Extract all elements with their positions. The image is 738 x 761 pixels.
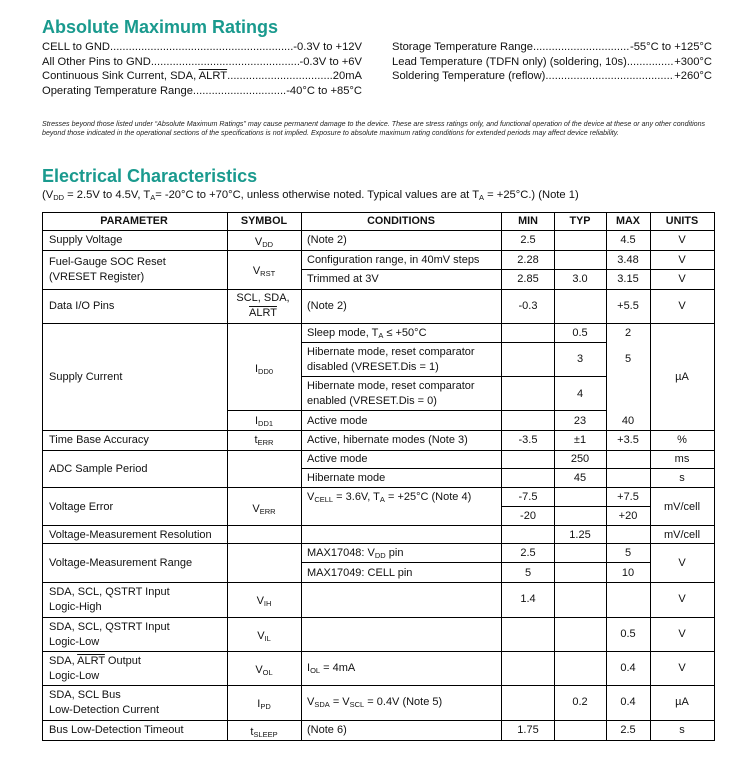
cond-cell: disabled (VRESET.Dis = 1) — [307, 361, 439, 373]
param-voltage-resolution: Voltage-Measurement Resolution — [49, 529, 212, 541]
min-cell: 2.5 — [520, 547, 536, 559]
amr-row — [392, 55, 712, 70]
min-cell: 1.4 — [520, 593, 536, 605]
param-fg-reset: Fuel-Gauge SOC Reset — [49, 256, 166, 268]
symbol-vil: $V_{IL}$ — [257, 630, 271, 643]
cond-cell: MAX17049: CELL pin — [307, 567, 413, 579]
param-vil: SDA, SCL, QSTRT Input — [49, 621, 170, 633]
unit-cell: s — [679, 472, 685, 484]
symbol-vdd: $V_{DD}$ — [254, 236, 274, 249]
unit-cell: V — [678, 662, 686, 674]
cond-cell: MAX17048: $V_{DD}$ pin — [307, 547, 404, 560]
cond-cell: Active mode — [307, 453, 368, 465]
symbol-vih: $V_{IH}$ — [256, 595, 272, 608]
min-cell: 2.28 — [517, 254, 539, 266]
amr-value: 20mA — [332, 70, 362, 82]
amr-label: Continuous Sink Current, SDA, ALRT — [42, 70, 228, 82]
typ-cell: 0.2 — [572, 696, 588, 708]
cond-cell: Sleep mode, $T_A \le +50^\circ C$ — [307, 327, 427, 340]
cond-cell: Trimmed at 3V — [307, 273, 379, 285]
symbol-idd0: $I_{DD0}$ — [254, 363, 274, 376]
min-cell: -7.5 — [518, 491, 538, 503]
amr-row — [42, 69, 362, 84]
amr-title: Absolute Maximum Ratings — [42, 17, 279, 37]
amr-label: CELL to GND — [42, 41, 110, 53]
max-cell: +5.5 — [617, 300, 639, 312]
symbol-verr: $V_{ERR}$ — [252, 503, 276, 516]
max-cell: 5 — [624, 547, 632, 559]
col-header-units: UNITS — [665, 215, 699, 227]
typ-cell: ±1 — [573, 434, 587, 446]
amr-label: Soldering Temperature (reflow) — [392, 70, 546, 82]
symbol-vol: $V_{OL}$ — [255, 664, 273, 677]
symbol-data-io-1: SCL, SDA, — [236, 292, 290, 304]
max-cell: 4.5 — [620, 234, 636, 246]
amr-label: Lead Temperature (TDFN only) (soldering, 10s) — [392, 55, 627, 68]
max-cell: +20 — [618, 510, 638, 522]
cond-cell: (Note 2) — [307, 234, 347, 246]
unit-cell: V — [678, 628, 686, 640]
ec-table — [42, 212, 715, 741]
amr-value: -40°C to +85°C — [286, 84, 362, 97]
amr-value: -55°C to +125°C — [629, 41, 712, 53]
min-cell: 2.5 — [520, 234, 536, 246]
max-cell: +7.5 — [617, 491, 639, 503]
cond-cell: enabled (VRESET.Dis = 0) — [307, 395, 437, 407]
param-vol-2: Logic-Low — [49, 670, 100, 682]
param-adc: ADC Sample Period — [49, 463, 148, 475]
unit-cell: % — [677, 434, 687, 446]
cond-cell: $I_{OL} = 4mA$ — [307, 662, 356, 675]
col-header-conditions: CONDITIONS — [367, 215, 435, 227]
param-vih-2: Logic-High — [49, 601, 102, 613]
amr-row — [42, 55, 362, 70]
amr-value: -0.3V to +12V — [293, 41, 362, 53]
cond-cell: Hibernate mode — [307, 472, 386, 484]
amr-label: Operating Temperature Range — [42, 84, 193, 97]
cond-cell: (Note 2) — [307, 300, 347, 312]
amr-row — [42, 40, 362, 55]
col-header-min: MIN — [518, 215, 538, 227]
cond-cell: Active, hibernate modes (Note 3) — [307, 434, 468, 446]
amr-row — [392, 40, 712, 55]
param-vil-2: Logic-Low — [49, 636, 100, 648]
unit-cell: ms — [674, 453, 690, 465]
amr-value: +300°C — [674, 55, 712, 68]
amr-value: +260°C — [674, 70, 712, 82]
symbol-tsleep: $t_{SLEEP}$ — [250, 726, 278, 739]
unit-cell: V — [678, 254, 686, 266]
param-supply-voltage: Supply Voltage — [49, 234, 123, 246]
param-vol: SDA, ALRT Output — [49, 655, 141, 667]
amr-row — [42, 84, 362, 99]
ec-conditions: ($V_{DD} = 2.5V$ to 4.5V, $T_A= -20^\circ C$ to +70°C, unless otherwise noted. Typical values are at $T_A = +25^\circ C$.) (Note 1) — [42, 189, 579, 202]
cond-cell: $V_{CELL} = 3.6V$, $T_A = +25^\circ C$ (Note 4) — [307, 491, 472, 504]
typ-cell: 3 — [576, 353, 584, 365]
max-cell: 3.48 — [617, 254, 639, 266]
param-voltage-error: Voltage Error — [49, 501, 114, 513]
max-cell: 0.5 — [620, 628, 636, 640]
amr-label: All Other Pins to GND — [42, 55, 151, 68]
ec-title: Electrical Characteristics — [42, 166, 258, 186]
cond-cell: Hibernate mode, reset comparator — [307, 346, 475, 358]
typ-cell: 250 — [570, 453, 590, 465]
amr-note: Stresses beyond those listed under “Absolute Maximum Ratings” may cause permanent damage to the device. These are stress ratings only, and functional operation of the device at these or any other conditions beyond those indicated in the operational sections of the specifications is not implied. Exposure to absolute maximum rating conditions for extended periods may affect device reliability. — [42, 120, 706, 137]
amr-left-list — [42, 40, 362, 98]
unit-cell: s — [679, 724, 685, 736]
symbol-idd1: $I_{DD1}$ — [254, 415, 274, 428]
param-tsleep: Bus Low-Detection Timeout — [49, 724, 184, 736]
col-header-max: MAX — [616, 215, 640, 227]
unit-cell: V — [678, 273, 686, 285]
cond-cell: Hibernate mode, reset comparator — [307, 380, 475, 392]
typ-cell: 3.0 — [572, 273, 588, 285]
amr-label: Storage Temperature Range — [392, 41, 533, 53]
unit-cell: V — [678, 300, 686, 312]
symbol-ipd: $I_{PD}$ — [257, 698, 271, 711]
symbol-terr: $t_{ERR}$ — [254, 434, 274, 447]
unit-cell: mV/cell — [663, 501, 701, 513]
param-time-base: Time Base Accuracy — [49, 434, 149, 446]
param-data-io: Data I/O Pins — [49, 300, 115, 312]
col-header-symbol: SYMBOL — [240, 215, 288, 227]
min-cell: 1.75 — [517, 724, 539, 736]
param-voltage-range: Voltage-Measurement Range — [49, 557, 193, 569]
param-vih: SDA, SCL, QSTRT Input — [49, 586, 170, 598]
amr-value: -0.3V to +6V — [299, 55, 362, 68]
max-cell: 10 — [621, 567, 635, 579]
unit-cell: V — [678, 557, 686, 569]
min-cell: -0.3 — [518, 300, 538, 312]
symbol-vrst: $V_{RST}$ — [252, 265, 276, 278]
min-cell: -3.5 — [518, 434, 538, 446]
param-supply-current: Supply Current — [49, 371, 123, 383]
max-cell: 2.5 — [620, 724, 636, 736]
param-fg-reset-2: (VRESET Register) — [49, 271, 145, 283]
cond-cell: $V_{SDA} = V_{SCL} = 0.4V$ (Note 5) — [307, 696, 443, 709]
col-header-typ: TYP — [569, 215, 591, 227]
max-cell: 3.15 — [617, 273, 639, 285]
unit-cell: mV/cell — [663, 529, 701, 541]
cond-cell: Configuration range, in 40mV steps — [307, 254, 480, 266]
max-cell: 5 — [624, 353, 632, 365]
amr-row — [392, 69, 712, 84]
max-cell: +3.5 — [617, 434, 639, 446]
unit-cell: µA — [675, 696, 689, 708]
col-header-parameter: PARAMETER — [100, 215, 168, 227]
symbol-data-io-2: ALRT — [249, 307, 277, 319]
max-cell: 2 — [624, 327, 632, 339]
cond-cell: Active mode — [307, 415, 368, 427]
unit-cell: V — [678, 593, 686, 605]
param-ipd-2: Low-Detection Current — [49, 704, 160, 716]
cond-cell: (Note 6) — [307, 724, 347, 736]
max-cell: 40 — [621, 415, 635, 427]
unit-cell: µA — [675, 371, 689, 383]
min-cell: -20 — [520, 510, 536, 522]
typ-cell: 45 — [573, 472, 587, 484]
typ-cell: 23 — [573, 415, 587, 427]
min-cell: 2.85 — [517, 273, 539, 285]
amr-right-list — [392, 40, 712, 84]
unit-cell: V — [678, 234, 686, 246]
min-cell: 5 — [524, 567, 532, 579]
typ-cell: 1.25 — [569, 529, 591, 541]
max-cell: 0.4 — [620, 662, 636, 674]
typ-cell: 4 — [576, 388, 584, 400]
typ-cell: 0.5 — [572, 327, 588, 339]
max-cell: 0.4 — [620, 696, 636, 708]
param-ipd: SDA, SCL Bus — [49, 689, 121, 701]
